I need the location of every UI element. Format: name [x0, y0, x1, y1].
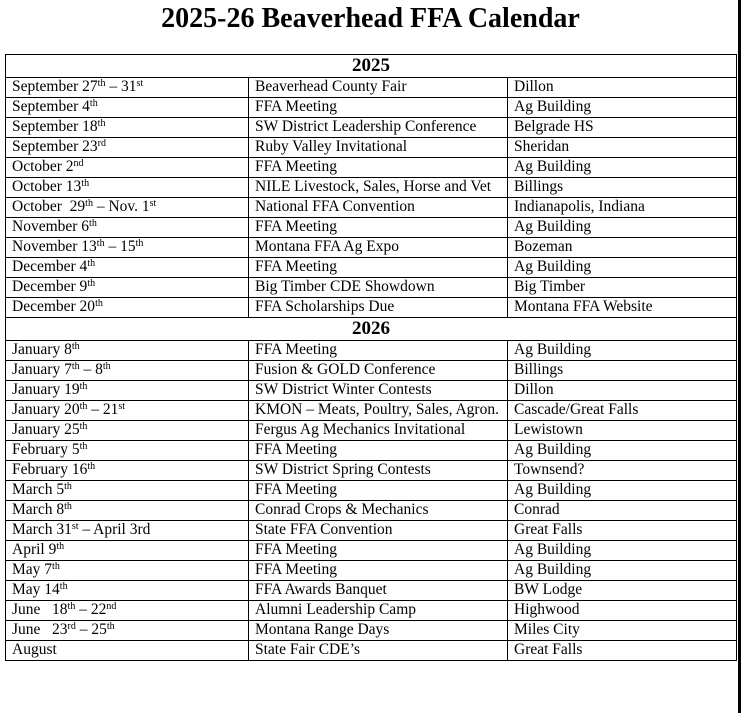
- date-text: April 9: [12, 541, 57, 558]
- date-suffix: th: [71, 341, 80, 352]
- location-cell: Billings: [508, 361, 737, 381]
- date-range-end: – Nov. 1: [92, 198, 150, 215]
- event-cell: Montana FFA Ag Expo: [249, 238, 508, 258]
- date-text: February 5: [12, 441, 80, 458]
- table-row: [6, 481, 737, 501]
- table-row: [6, 541, 737, 561]
- location-cell: Sheridan: [508, 138, 737, 158]
- location-cell: Lewistown: [508, 421, 737, 441]
- date-suffix: th: [87, 278, 96, 289]
- date-suffix: th: [87, 258, 96, 269]
- event-cell: State FFA Convention: [249, 521, 508, 541]
- date-text: September 18: [12, 118, 98, 135]
- date-suffix: th: [64, 481, 72, 492]
- table-row: [6, 561, 737, 581]
- event-cell: FFA Meeting: [249, 481, 508, 501]
- date-suffix: nd: [73, 158, 84, 169]
- event-cell: SW District Winter Contests: [249, 381, 508, 401]
- event-cell: FFA Meeting: [249, 218, 508, 238]
- location-cell: Bozeman: [508, 238, 737, 258]
- date-suffix: th: [85, 198, 93, 209]
- date-text: September 27: [12, 78, 98, 95]
- date-suffix: th: [64, 501, 72, 512]
- date-suffix: rd: [97, 138, 107, 149]
- date-cell: [6, 341, 249, 361]
- date-text: January 8: [12, 341, 72, 358]
- date-range-suffix: nd: [106, 601, 117, 612]
- location-cell: Ag Building: [508, 481, 737, 501]
- event-cell: FFA Awards Banquet: [249, 581, 508, 601]
- event-cell: Beaverhead County Fair: [249, 78, 508, 98]
- location-cell: Belgrade HS: [508, 118, 737, 138]
- location-cell: Indianapolis, Indiana: [508, 198, 737, 218]
- location-cell: Dillon: [508, 381, 737, 401]
- date-range-end: – 21: [87, 401, 119, 418]
- date-text: September 4: [12, 98, 90, 115]
- event-cell: Alumni Leadership Camp: [249, 601, 508, 621]
- date-suffix: st: [71, 521, 79, 532]
- event-cell: FFA Meeting: [249, 561, 508, 581]
- date-text: October 29: [12, 198, 86, 215]
- table-row: [6, 118, 737, 138]
- event-cell: FFA Meeting: [249, 98, 508, 118]
- date-text: June 23: [12, 621, 68, 638]
- date-suffix: th: [97, 118, 106, 129]
- location-cell: Ag Building: [508, 158, 737, 178]
- date-cell: [6, 298, 249, 318]
- table-row: [6, 138, 737, 158]
- location-cell: Cascade/Great Falls: [508, 401, 737, 421]
- table-row: [6, 441, 737, 461]
- event-cell: Fergus Ag Mechanics Invitational: [249, 421, 508, 441]
- date-range-end: – 8: [79, 361, 103, 378]
- date-cell: [6, 561, 249, 581]
- date-cell: [6, 601, 249, 621]
- table-row: [6, 421, 737, 441]
- date-text: May 7: [12, 561, 53, 578]
- date-range-suffix: st: [149, 198, 157, 209]
- date-cell: [6, 278, 249, 298]
- date-suffix: th: [79, 421, 88, 432]
- date-text: October 2: [12, 158, 74, 175]
- table-row: [6, 361, 737, 381]
- event-cell: FFA Meeting: [249, 541, 508, 561]
- table-row: [6, 278, 737, 298]
- date-suffix: th: [67, 601, 76, 612]
- date-range-end: – April 3rd: [78, 521, 151, 538]
- calendar-body: [6, 55, 737, 661]
- date-text: January 25: [12, 421, 80, 438]
- table-row: [6, 341, 737, 361]
- date-cell: [6, 158, 249, 178]
- date-cell: [6, 541, 249, 561]
- event-cell: KMON – Meats, Poultry, Sales, Agron.: [249, 401, 508, 421]
- date-suffix: th: [87, 461, 96, 472]
- event-cell: FFA Meeting: [249, 441, 508, 461]
- date-suffix: th: [89, 98, 98, 109]
- date-range-end: – 22: [75, 601, 107, 618]
- location-cell: Great Falls: [508, 521, 737, 541]
- date-cell: [6, 178, 249, 198]
- date-range-end: – 25: [75, 621, 107, 638]
- calendar-table: [5, 54, 737, 661]
- location-cell: Ag Building: [508, 258, 737, 278]
- table-row: [6, 581, 737, 601]
- table-row: [6, 501, 737, 521]
- event-cell: Montana Range Days: [249, 621, 508, 641]
- date-suffix: rd: [67, 621, 76, 632]
- table-row: [6, 381, 737, 401]
- table-row: [6, 178, 737, 198]
- date-suffix: th: [79, 441, 88, 452]
- location-cell: Big Timber: [508, 278, 737, 298]
- event-cell: Conrad Crops & Mechanics: [249, 501, 508, 521]
- date-cell: [6, 198, 249, 218]
- location-cell: BW Lodge: [508, 581, 737, 601]
- date-text: January 7: [12, 361, 72, 378]
- date-cell: [6, 361, 249, 381]
- date-range-suffix: th: [135, 238, 144, 249]
- date-text: September 23: [12, 138, 98, 155]
- table-row: [6, 98, 737, 118]
- date-cell: [6, 641, 249, 661]
- year-header-row: [6, 55, 737, 78]
- table-row: [6, 461, 737, 481]
- location-cell: Miles City: [508, 621, 737, 641]
- date-cell: [6, 581, 249, 601]
- table-row: [6, 78, 737, 98]
- event-cell: SW District Leadership Conference: [249, 118, 508, 138]
- date-range-end: – 31: [105, 78, 137, 95]
- date-text: June 18: [12, 601, 68, 618]
- event-cell: Ruby Valley Invitational: [249, 138, 508, 158]
- location-cell: Montana FFA Website: [508, 298, 737, 318]
- date-cell: [6, 381, 249, 401]
- date-cell: [6, 98, 249, 118]
- event-cell: Fusion & GOLD Conference: [249, 361, 508, 381]
- date-cell: [6, 521, 249, 541]
- date-suffix: th: [59, 581, 68, 592]
- date-text: January 20: [12, 401, 80, 418]
- event-cell: FFA Meeting: [249, 341, 508, 361]
- location-cell: Ag Building: [508, 541, 737, 561]
- date-text: February 16: [12, 461, 88, 478]
- event-cell: NILE Livestock, Sales, Horse and Vet: [249, 178, 508, 198]
- date-cell: [6, 461, 249, 481]
- date-suffix: th: [81, 178, 90, 189]
- location-cell: Ag Building: [508, 561, 737, 581]
- date-text: November 6: [12, 218, 90, 235]
- table-row: [6, 158, 737, 178]
- date-text: March 5: [12, 481, 65, 498]
- table-row: [6, 218, 737, 238]
- date-range-suffix: th: [106, 621, 115, 632]
- date-range-suffix: st: [136, 78, 144, 89]
- date-range-suffix: st: [118, 401, 126, 412]
- date-cell: [6, 78, 249, 98]
- date-suffix: th: [96, 238, 105, 249]
- page-title: 2025-26 Beaverhead FFA Calendar: [161, 3, 580, 34]
- date-text: December 20: [12, 298, 96, 315]
- table-row: [6, 601, 737, 621]
- date-cell: [6, 401, 249, 421]
- year-header: 2026: [6, 318, 737, 341]
- date-cell: [6, 118, 249, 138]
- table-row: [6, 521, 737, 541]
- date-text: December 9: [12, 278, 88, 295]
- table-row: [6, 401, 737, 421]
- date-cell: [6, 138, 249, 158]
- location-cell: Ag Building: [508, 341, 737, 361]
- event-cell: National FFA Convention: [249, 198, 508, 218]
- location-cell: Ag Building: [508, 218, 737, 238]
- date-suffix: th: [52, 561, 60, 572]
- location-cell: Great Falls: [508, 641, 737, 661]
- date-text: March 8: [12, 501, 65, 518]
- date-cell: [6, 621, 249, 641]
- date-text: October 13: [12, 178, 82, 195]
- location-cell: Conrad: [508, 501, 737, 521]
- date-text: November 13: [12, 238, 97, 255]
- table-row: [6, 621, 737, 641]
- event-cell: FFA Meeting: [249, 158, 508, 178]
- event-cell: FFA Meeting: [249, 258, 508, 278]
- table-row: [6, 641, 737, 661]
- date-cell: [6, 218, 249, 238]
- location-cell: Townsend?: [508, 461, 737, 481]
- date-cell: [6, 481, 249, 501]
- date-suffix: th: [89, 218, 97, 229]
- date-suffix: th: [79, 401, 88, 412]
- event-cell: Big Timber CDE Showdown: [249, 278, 508, 298]
- location-cell: Ag Building: [508, 98, 737, 118]
- date-range-suffix: th: [102, 361, 111, 372]
- date-text: March 31: [12, 521, 72, 538]
- date-text: August: [12, 641, 57, 658]
- date-cell: [6, 501, 249, 521]
- date-suffix: th: [79, 381, 88, 392]
- table-row: [6, 238, 737, 258]
- location-cell: Highwood: [508, 601, 737, 621]
- date-suffix: th: [97, 78, 106, 89]
- date-text: December 4: [12, 258, 88, 275]
- date-suffix: th: [71, 361, 80, 372]
- location-cell: Dillon: [508, 78, 737, 98]
- table-row: [6, 198, 737, 218]
- table-row: [6, 298, 737, 318]
- event-cell: FFA Scholarships Due: [249, 298, 508, 318]
- date-cell: [6, 238, 249, 258]
- date-cell: [6, 258, 249, 278]
- date-cell: [6, 421, 249, 441]
- location-cell: Billings: [508, 178, 737, 198]
- date-text: May 14: [12, 581, 60, 598]
- date-cell: [6, 441, 249, 461]
- year-header-row: [6, 318, 737, 341]
- table-row: [6, 258, 737, 278]
- location-cell: Ag Building: [508, 441, 737, 461]
- date-suffix: th: [56, 541, 65, 552]
- date-suffix: th: [95, 298, 103, 309]
- date-text: January 19: [12, 381, 80, 398]
- date-range-end: – 15: [104, 238, 136, 255]
- event-cell: SW District Spring Contests: [249, 461, 508, 481]
- event-cell: State Fair CDE’s: [249, 641, 508, 661]
- year-header: 2025: [6, 55, 737, 78]
